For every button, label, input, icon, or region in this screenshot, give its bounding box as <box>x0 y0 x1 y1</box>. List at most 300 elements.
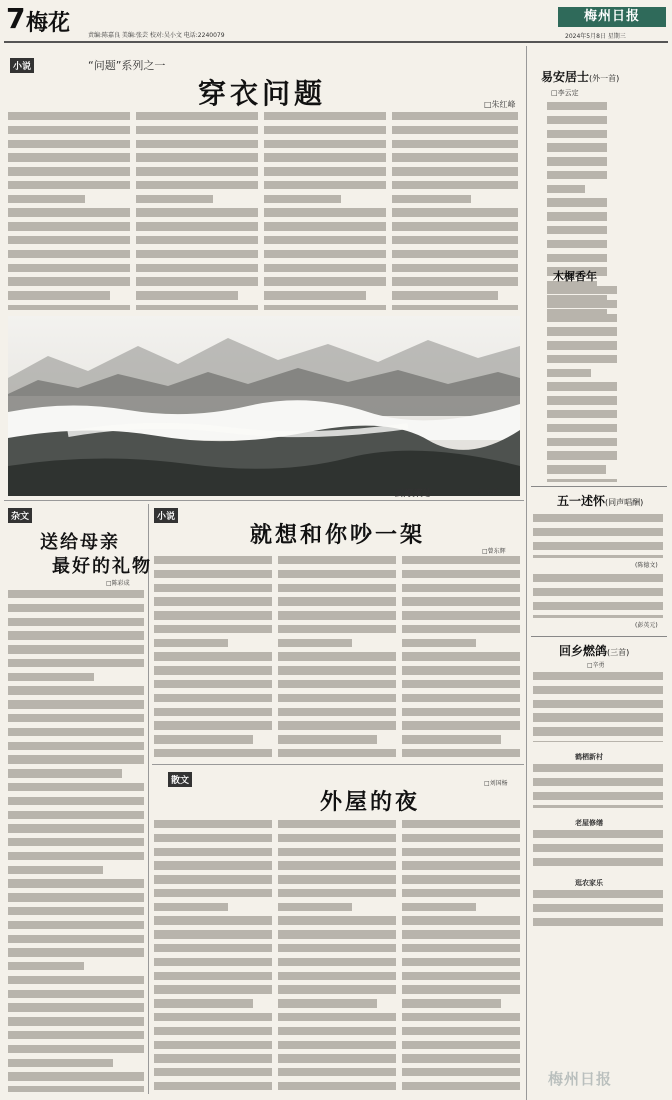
text-line <box>278 708 396 716</box>
text-line <box>278 666 396 674</box>
text-line <box>154 735 253 743</box>
text-line <box>136 305 258 310</box>
text-line <box>154 1013 272 1021</box>
story4-column-3 <box>402 820 520 1094</box>
text-line <box>278 930 396 938</box>
text-line <box>547 143 607 151</box>
text-line <box>547 171 607 179</box>
text-line <box>8 208 130 216</box>
text-line <box>547 314 617 322</box>
text-line <box>402 861 520 869</box>
text-line <box>8 742 144 750</box>
text-line <box>547 438 617 446</box>
poem-block-8 <box>533 890 663 930</box>
text-line <box>8 181 130 189</box>
text-line <box>154 749 272 757</box>
text-line <box>8 140 130 148</box>
text-line <box>547 410 617 418</box>
text-line <box>154 625 272 633</box>
text-line <box>392 291 498 299</box>
text-line <box>154 889 272 897</box>
sidebar-title-1: 易安居士(外一首) <box>541 70 620 84</box>
text-line <box>278 985 396 993</box>
text-line <box>8 195 85 203</box>
text-line <box>278 861 396 869</box>
text-line <box>154 597 272 605</box>
photo-credit: 何力/摄 <box>478 489 499 496</box>
text-line <box>136 222 258 230</box>
poem-block-6 <box>533 764 663 808</box>
text-line <box>402 597 520 605</box>
masthead <box>0 0 672 44</box>
text-line <box>547 226 607 234</box>
text-line <box>264 140 386 148</box>
text-line <box>402 1068 520 1076</box>
text-line <box>278 820 396 828</box>
text-line <box>154 834 272 842</box>
text-line <box>136 195 213 203</box>
text-line <box>533 588 663 596</box>
text-line <box>278 1068 396 1076</box>
text-line <box>402 1041 520 1049</box>
text-line <box>136 291 238 299</box>
text-line <box>8 824 144 832</box>
text-line <box>264 167 386 175</box>
text-line <box>547 341 617 349</box>
text-line <box>154 1068 272 1076</box>
text-line <box>402 639 476 647</box>
sidebar-author-2a: (陈德文) <box>635 562 658 569</box>
text-line <box>547 479 617 482</box>
story-byline: □朱红峰 <box>484 100 516 109</box>
text-line <box>264 250 386 258</box>
text-line <box>264 222 386 230</box>
text-line <box>154 666 272 674</box>
story4-tag: 散文 <box>168 772 192 787</box>
text-line <box>154 611 272 619</box>
text-line <box>402 930 520 938</box>
text-line <box>533 727 663 735</box>
text-line <box>8 590 144 598</box>
text-line <box>533 858 663 866</box>
text-line <box>402 694 520 702</box>
text-line <box>533 904 663 912</box>
text-line <box>278 625 396 633</box>
text-line <box>278 972 396 980</box>
text-line <box>547 116 607 124</box>
poem-block-2 <box>547 286 617 482</box>
text-line <box>154 930 272 938</box>
text-line <box>136 277 258 285</box>
text-line <box>278 1027 396 1035</box>
text-line <box>533 542 663 550</box>
text-line <box>402 972 520 980</box>
text-line <box>533 741 663 742</box>
text-line <box>278 834 396 842</box>
text-line <box>533 686 663 694</box>
text-line <box>278 1082 396 1090</box>
text-line <box>154 903 228 911</box>
text-line <box>278 1013 396 1021</box>
text-line <box>392 208 518 216</box>
text-line <box>278 639 352 647</box>
text-line <box>533 602 663 610</box>
text-line <box>547 451 617 459</box>
text-line <box>8 866 103 874</box>
section-rule-2 <box>152 764 524 765</box>
story2-body <box>8 590 144 1092</box>
poetry-sidebar <box>526 46 670 1100</box>
text-line <box>402 834 520 842</box>
text-line <box>278 556 396 564</box>
text-line <box>264 305 386 310</box>
text-line <box>154 680 272 688</box>
text-line <box>264 236 386 244</box>
text-line <box>402 1013 520 1021</box>
text-line <box>136 250 258 258</box>
text-line <box>533 713 663 721</box>
text-line <box>533 778 663 786</box>
page-number: 7 <box>6 2 26 35</box>
text-line <box>8 112 130 120</box>
text-line <box>8 167 130 175</box>
text-line <box>533 672 663 680</box>
text-line <box>547 198 607 206</box>
text-line <box>8 852 144 860</box>
footer-watermark-logo: 梅州日报 <box>548 1070 613 1088</box>
text-line <box>8 921 144 929</box>
text-line <box>8 1072 144 1080</box>
text-line <box>8 976 144 984</box>
text-line <box>264 277 386 285</box>
text-line <box>8 962 84 970</box>
story2-title-line1: 送给母亲 <box>40 532 120 553</box>
text-line <box>8 264 130 272</box>
text-line <box>547 424 617 432</box>
poem-block-7 <box>533 830 663 870</box>
text-line <box>136 208 258 216</box>
story3-column-3 <box>402 556 520 760</box>
sidebar-subtitle-3c: 逛农家乐 <box>575 879 603 887</box>
text-line <box>547 185 585 193</box>
story4-column-1 <box>154 820 272 1094</box>
sidebar-title-2: 五一述怀(同声唱酬) <box>557 494 644 508</box>
text-line <box>402 903 476 911</box>
story3-column-1 <box>154 556 272 760</box>
text-line <box>533 792 663 800</box>
text-line <box>154 916 272 924</box>
text-line <box>547 102 607 110</box>
text-line <box>154 1027 272 1035</box>
sidebar-subtitle-3a: 鹤栖新村 <box>575 753 603 761</box>
story2-tag: 杂文 <box>8 508 32 523</box>
text-line <box>402 708 520 716</box>
text-line <box>278 611 396 619</box>
text-line <box>547 355 617 363</box>
text-line <box>392 167 518 175</box>
text-line <box>547 212 607 220</box>
text-line <box>264 264 386 272</box>
text-line <box>8 1017 144 1025</box>
text-line <box>8 1031 144 1039</box>
text-line <box>154 570 272 578</box>
text-line <box>402 999 501 1007</box>
story4-column-2 <box>278 820 396 1094</box>
text-line <box>547 286 617 294</box>
text-line <box>533 764 663 772</box>
text-line <box>154 708 272 716</box>
text-line <box>8 250 130 258</box>
text-line <box>8 618 144 626</box>
text-line <box>154 1041 272 1049</box>
text-line <box>533 555 663 558</box>
text-line <box>264 153 386 161</box>
mountain-photo-icon <box>8 316 520 496</box>
text-line <box>547 240 607 248</box>
text-line <box>278 597 396 605</box>
text-line <box>136 112 258 120</box>
text-line <box>264 112 386 120</box>
text-line <box>402 749 520 757</box>
text-line <box>402 570 520 578</box>
text-line <box>8 769 122 777</box>
text-line <box>533 615 663 618</box>
text-line <box>154 848 272 856</box>
text-line <box>547 327 617 335</box>
section-name: 梅花 <box>26 11 71 36</box>
story-column-2 <box>136 112 258 310</box>
text-line <box>154 639 228 647</box>
text-line <box>8 222 130 230</box>
text-line <box>136 140 258 148</box>
text-line <box>402 721 520 729</box>
text-line <box>8 1045 144 1053</box>
text-line <box>392 222 518 230</box>
text-line <box>392 112 518 120</box>
text-line <box>154 958 272 966</box>
sidebar-author-3: □辛勇 <box>587 662 605 669</box>
text-line <box>154 944 272 952</box>
text-line <box>8 700 144 708</box>
text-line <box>278 903 352 911</box>
column-divider <box>148 504 149 1094</box>
landscape-photo <box>8 316 520 496</box>
sidebar-title-3: 回乡燃鸽(三首) <box>559 644 630 658</box>
text-line <box>533 805 663 808</box>
text-line <box>154 584 272 592</box>
section-rule <box>4 500 524 501</box>
story2-title-line2: 最好的礼物 <box>52 556 152 577</box>
text-line <box>547 396 617 404</box>
text-line <box>278 944 396 952</box>
series-label: “问题”系列之一 <box>88 59 166 72</box>
text-line <box>402 1054 520 1062</box>
text-line <box>402 680 520 688</box>
text-line <box>278 1054 396 1062</box>
text-line <box>8 783 144 791</box>
text-line <box>154 820 272 828</box>
sidebar-rule-2 <box>531 636 667 637</box>
text-line <box>547 369 591 377</box>
text-line <box>8 631 144 639</box>
text-line <box>154 875 272 883</box>
text-line <box>402 958 520 966</box>
text-line <box>8 291 110 299</box>
text-line <box>136 126 258 134</box>
sidebar-subtitle-3b: 老屋修缮 <box>575 819 603 827</box>
text-line <box>278 848 396 856</box>
text-line <box>136 153 258 161</box>
text-line <box>154 999 253 1007</box>
text-line <box>402 944 520 952</box>
text-line <box>278 694 396 702</box>
text-line <box>136 236 258 244</box>
text-line <box>402 820 520 828</box>
sidebar-author-2b: (彭英元) <box>635 622 658 629</box>
text-line <box>8 893 144 901</box>
poem-block-5 <box>533 672 663 742</box>
text-line <box>154 1082 272 1090</box>
text-line <box>402 652 520 660</box>
sidebar-rule-1 <box>531 486 667 487</box>
text-line <box>8 755 144 763</box>
text-line <box>8 838 144 846</box>
text-line <box>154 721 272 729</box>
paper-logo: 梅州日报 <box>558 7 666 27</box>
text-line <box>8 714 144 722</box>
text-line <box>547 157 607 165</box>
text-line <box>136 264 258 272</box>
poem-block-3 <box>533 514 663 558</box>
text-line <box>8 305 130 310</box>
sidebar-author-1: □李云定 <box>551 89 579 97</box>
text-line <box>8 277 130 285</box>
text-line <box>402 1082 520 1090</box>
text-line <box>402 625 520 633</box>
text-line <box>402 735 501 743</box>
text-line <box>8 686 144 694</box>
text-line <box>392 264 518 272</box>
text-line <box>392 181 518 189</box>
story-column-1 <box>8 112 130 310</box>
text-line <box>8 1059 113 1067</box>
text-line <box>136 167 258 175</box>
text-line <box>8 948 144 956</box>
text-line <box>402 556 520 564</box>
text-line <box>264 291 366 299</box>
text-line <box>547 465 606 473</box>
text-line <box>278 1041 396 1049</box>
text-line <box>402 916 520 924</box>
text-line <box>402 889 520 897</box>
text-line <box>278 958 396 966</box>
issue-date: 2024年5月8日 星期三 <box>565 33 626 40</box>
masthead-rule <box>4 41 668 43</box>
text-line <box>533 574 663 582</box>
text-line <box>8 604 144 612</box>
text-line <box>392 195 471 203</box>
text-line <box>264 181 386 189</box>
text-line <box>278 889 396 897</box>
story3-tag: 小说 <box>154 508 178 523</box>
text-line <box>402 666 520 674</box>
text-line <box>154 652 272 660</box>
text-line <box>8 1086 144 1092</box>
text-line <box>533 918 663 926</box>
text-line <box>278 721 396 729</box>
text-line <box>547 254 607 262</box>
story-column-3 <box>264 112 386 310</box>
text-line <box>8 236 130 244</box>
text-line <box>8 126 130 134</box>
text-line <box>8 153 130 161</box>
story3-column-2 <box>278 556 396 760</box>
story2-byline: □陈彩成 <box>106 580 130 587</box>
text-line <box>402 611 520 619</box>
text-line <box>278 584 396 592</box>
text-line <box>154 694 272 702</box>
text-line <box>154 1054 272 1062</box>
story-column-4 <box>392 112 518 310</box>
text-line <box>154 861 272 869</box>
text-line <box>392 277 518 285</box>
text-line <box>136 181 258 189</box>
text-line <box>8 935 144 943</box>
story3-byline: □曾东辉 <box>482 548 506 555</box>
text-line <box>278 570 396 578</box>
text-line <box>278 999 377 1007</box>
text-line <box>547 382 617 390</box>
text-line <box>402 584 520 592</box>
text-line <box>533 528 663 536</box>
text-line <box>154 972 272 980</box>
text-line <box>8 811 144 819</box>
text-line <box>264 126 386 134</box>
story4-byline: □刘国杨 <box>484 780 508 787</box>
text-line <box>8 659 144 667</box>
text-line <box>8 673 94 681</box>
editor-credits: 责编:陈嘉良 美编:张芸 校对:吴小文 电话:2240079 <box>88 32 225 39</box>
text-line <box>533 514 663 522</box>
text-line <box>402 848 520 856</box>
text-line <box>533 830 663 838</box>
text-line <box>278 735 377 743</box>
text-line <box>8 879 144 887</box>
text-line <box>533 890 663 898</box>
text-line <box>392 153 518 161</box>
text-line <box>264 195 341 203</box>
text-line <box>392 305 518 310</box>
text-line <box>402 985 520 993</box>
story-title: 穿衣问题 <box>198 77 327 110</box>
text-line <box>392 250 518 258</box>
text-line <box>547 300 617 308</box>
text-line <box>8 728 144 736</box>
story4-title: 外屋的夜 <box>320 790 421 815</box>
text-line <box>533 844 663 852</box>
text-line <box>392 236 518 244</box>
text-line <box>154 556 272 564</box>
text-line <box>278 749 396 757</box>
story-tag: 小说 <box>10 58 34 73</box>
text-line <box>547 130 607 138</box>
text-line <box>278 875 396 883</box>
text-line <box>402 1027 520 1035</box>
poem-block-4 <box>533 574 663 618</box>
text-line <box>533 700 663 708</box>
text-line <box>278 916 396 924</box>
text-line <box>8 1003 144 1011</box>
